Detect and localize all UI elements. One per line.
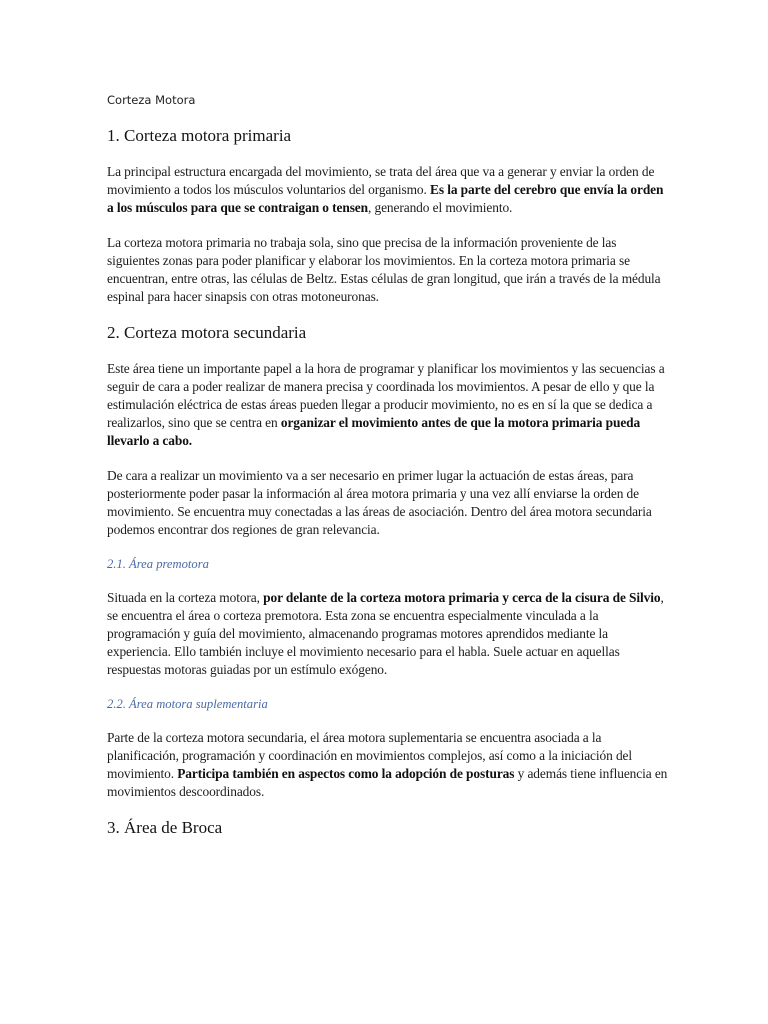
subsection-heading-premotora: 2.1. Área premotora	[107, 557, 209, 571]
paragraph-suplementaria	[107, 729, 668, 801]
paragraph-secundaria-1	[107, 360, 668, 450]
subsection-heading-suplementaria: 2.2. Área motora suplementaria	[107, 697, 268, 711]
text-run: Situada en la corteza motora,	[107, 590, 264, 605]
text-run: y además tiene influencia en movimientos descoordinados.	[107, 766, 668, 799]
section-heading-broca: 3. Área de Broca	[107, 818, 223, 837]
text-run: , generando el movimiento.	[368, 200, 513, 215]
bold-run: Es la parte del cerebro que envía la orden a los músculos para que se contraigan o tensen	[107, 182, 664, 215]
text-run: Parte de la corteza motora secundaria, el área motora suplementaria se encuentra asociada a la planificación, programación y coordinación en movimientos complejos, así como a la iniciación del movimiento.	[107, 730, 633, 781]
paragraph-premotora	[107, 589, 668, 679]
bold-run: organizar el movimiento antes de que la motora primaria pueda llevarlo a cabo.	[107, 415, 641, 448]
text-run: Este área tiene un importante papel a la hora de programar y planificar los movimientos y las secuencias a seguir de cara a poder realizar de manera precisa y coordinada los movimientos. A pesar de ello y que la estimulación eléctrica de estas áreas pueden llegar a producir movimiento, no es en sí la que se dedica a realizarlos, sino que se centra en	[107, 361, 665, 430]
bold-run: Participa también en aspectos como la adopción de posturas	[177, 766, 515, 781]
document-title: Corteza Motora	[107, 93, 196, 107]
text-run: La principal estructura encargada del movimiento, se trata del área que va a generar y enviar la orden de movimiento a todos los músculos voluntarios del organismo.	[107, 164, 655, 197]
section-heading-secundaria: 2. Corteza motora secundaria	[107, 323, 307, 342]
paragraph-primaria-2: La corteza motora primaria no trabaja sola, sino que precisa de la información proveniente de las siguientes zonas para poder planificar y elaborar los movimientos. En la corteza motora primaria se encuentran, entre otras, las células de Beltz. Estas células de gran longitud, que irán a través de la médula espinal para hacer sinapsis con otras motoneuronas.	[107, 235, 661, 304]
paragraph-secundaria-2: De cara a realizar un movimiento va a ser necesario en primer lugar la actuación de estas áreas, para posteriormente poder pasar la información al área motora primaria y una vez allí enviarse la orden de movimiento. Se encuentra muy conectadas a las áreas de asociación. Dentro del área motora secundaria podemos encontrar dos regiones de gran relevancia.	[107, 468, 652, 537]
bold-run: por delante de la corteza motora primaria y cerca de la cisura de Silvio	[263, 590, 661, 605]
text-run: , se encuentra el área o corteza premotora. Esta zona se encuentra especialmente vinculada a la programación y guía del movimiento, almacenando programas motores aprendidos mediante la experiencia. Ello también incluye el movimiento necesario para el habla. Suele actuar en aquellas respuestas motoras guiadas por un estímulo exógeno.	[107, 590, 664, 677]
paragraph-primaria-1	[107, 163, 668, 217]
section-heading-primaria: 1. Corteza motora primaria	[107, 126, 292, 145]
